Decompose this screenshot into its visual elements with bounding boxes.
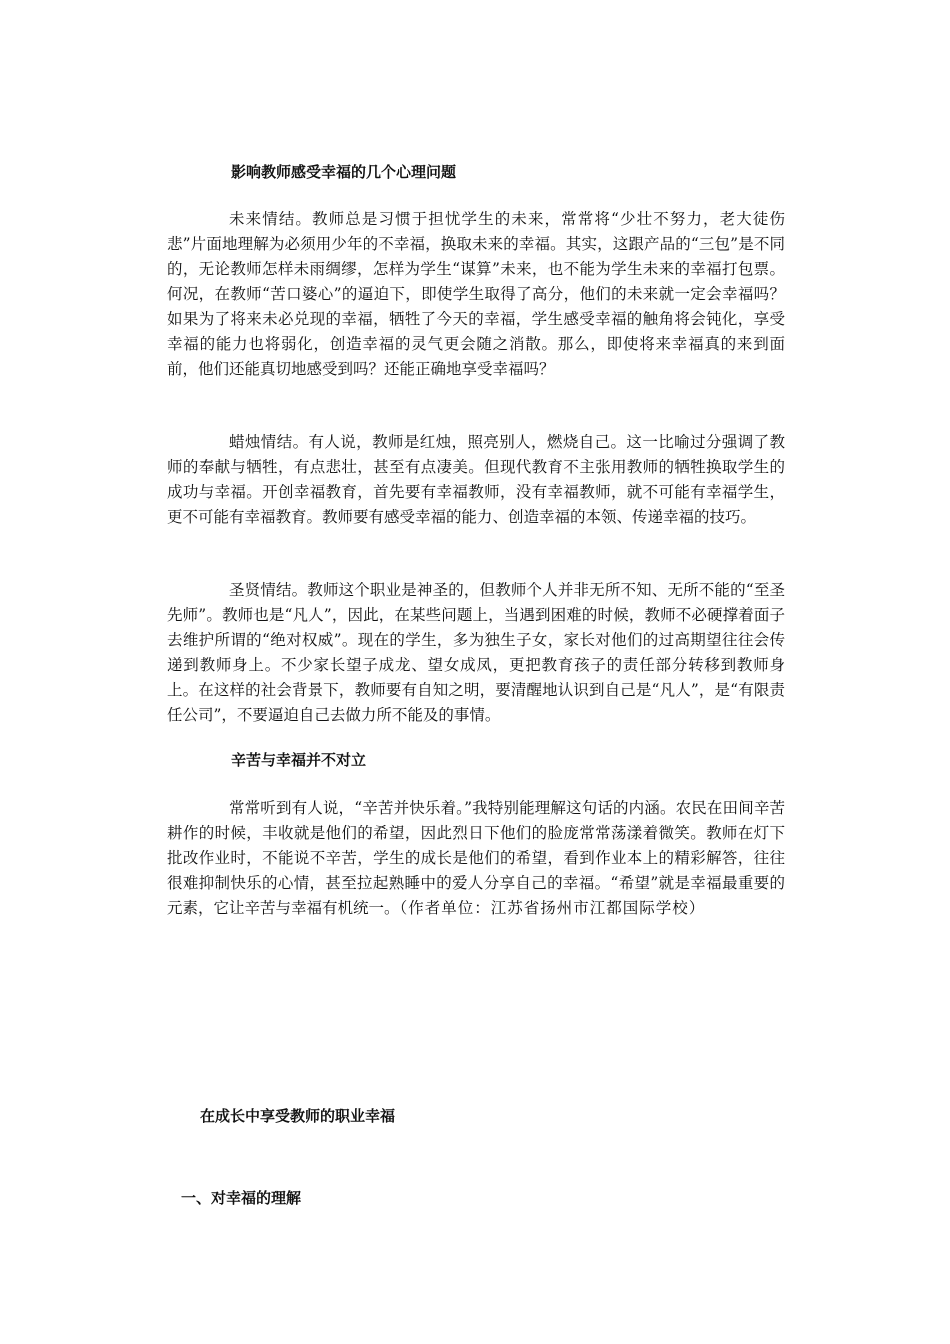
paragraph-hardship-happiness bbox=[167, 796, 785, 921]
paragraph-candle-complex: 蜡烛情结。有人说，教师是红烛，照亮别人，燃烧自己。这一比喻过分强调了教师的奉献与牺牲，有点悲壮，甚至有点凄美。但现代教育不主张用教师的牺牲换取学生的成功与幸福。开创幸福教育，首先要有幸福教师，没有幸福教师，就不可能有幸福学生，更不可能有幸福教育。教师要有感受幸福的能力、创造幸福的本领、传递幸福的技巧。 bbox=[167, 433, 785, 526]
subheading-understanding-happiness: 一、对幸福的理解 bbox=[181, 1189, 302, 1207]
section-title-career-happiness: 在成长中享受教师的职业幸福 bbox=[200, 1107, 396, 1125]
paragraph-hardship-text: 常常听到有人说，“辛苦并快乐着。”我特别能理解这句话的内涵。农民在田间辛苦耕作的时候，丰收就是他们的希望，因此烈日下他们的脸庞常常荡漾着微笑。教师在灯下批改作业时，不能说不辛苦，学生的成长是他们的希望，看到作业本上的精彩解答，往往很难抑制快乐的心情，甚至拉起熟睡中的爱人分享自己的幸福。“希望”就是幸福最重要的元素，它让辛苦与幸福有机统一。 bbox=[167, 799, 785, 917]
paragraph-sage-complex: 圣贤情结。教师这个职业是神圣的，但教师个人并非无所不知、无所不能的“至圣先师”。教师也是“凡人”，因此，在某些问题上，当遇到困难的时候，教师不必硬撑着面子去维护所谓的“绝对权威”。现在的学生，多为独生子女，家长对他们的过高期望往往会传递到教师身上。不少家长望子成龙、望女成凤，更把教育孩子的责任部分转移到教师身上。在这样的社会背景下，教师要有自知之明，要清醒地认识到自己是“凡人”，是“有限责任公司”，不要逼迫自己去做力所不能及的事情。 bbox=[167, 581, 785, 724]
section-title-psychology: 影响教师感受幸福的几个心理问题 bbox=[231, 163, 457, 181]
paragraph-future-complex: 未来情结。教师总是习惯于担忧学生的未来，常常将“少壮不努力，老大徒伤悲”片面地理解为必须用少年的不幸福，换取未来的幸福。其实，这跟产品的“三包”是不同的，无论教师怎样未雨绸缪，怎样为学生“谋算”未来，也不能为学生未来的幸福打包票。何况，在教师“苦口婆心”的逼迫下，即使学生取得了高分，他们的未来就一定会幸福吗？如果为了将来未必兑现的幸福，牺牲了今天的幸福，学生感受幸福的触角将会钝化，享受幸福的能力也将弱化，创造幸福的灵气更会随之消散。那么，即使将来幸福真的来到面前，他们还能真切地感受到吗？还能正确地享受幸福吗？ bbox=[167, 210, 785, 378]
author-byline: （作者单位：江苏省扬州市江都国际学校） bbox=[399, 899, 706, 917]
section-title-hardship-happiness: 辛苦与幸福并不对立 bbox=[231, 751, 367, 769]
